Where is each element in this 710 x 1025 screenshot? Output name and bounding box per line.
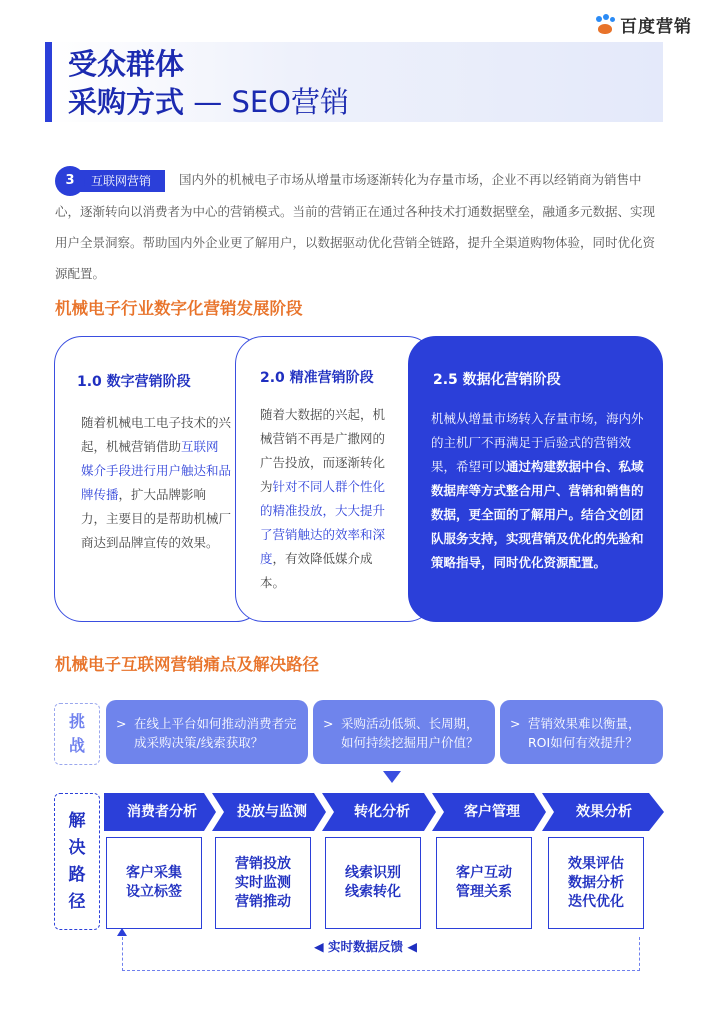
intro-text: 国内外的机械电子市场从增量市场逐渐转化为存量市场，企业不再以经销商为销售中心，逐渐转向以消费者为中心的营销模式。当前的营销正在通过各种技术打通数据壁垒，融通多元数据、实现用户全景洞察。帮助国内外企业更了解用户，以数据驱动优化营销全链路，提升全渠道购物体验，同时优化资源配置。 <box>55 172 656 281</box>
solution-label: 解 决 路 径 <box>54 793 100 930</box>
left-triangle-icon: ◀ <box>314 939 324 954</box>
challenge-item: > 在线上平台如何推动消费者完成采购决策/线索获取？ <box>106 700 308 764</box>
baidu-paw-icon <box>594 14 616 36</box>
stages-section-title: 机械电子行业数字化营销发展阶段 <box>55 299 303 318</box>
chevron-right-icon: > <box>323 716 334 731</box>
flow-step: 客户管理 <box>464 804 520 820</box>
stage-card-1 <box>54 336 264 622</box>
left-triangle-icon: ◀ <box>407 939 417 954</box>
challenge-label: 挑 战 <box>54 703 100 765</box>
solution-box: 营销投放 实时监测 营销推动 <box>215 837 311 929</box>
section-tag: 互联网营销 <box>75 170 165 192</box>
stage-text: 随着机械电工电子技术的兴起，机械营销借助互联网媒介手段进行用户触达和品牌传播，扩大品牌影响力，主要目的是帮助机械厂商达到品牌宣传的效果。 <box>81 415 232 550</box>
baidu-marketing-logo <box>594 12 692 37</box>
flow-step: 消费者分析 <box>127 804 197 820</box>
page-title-main: 采购方式 <box>68 85 185 119</box>
chevron-right-icon: > <box>116 716 127 731</box>
header-accent-bar <box>45 42 52 122</box>
solution-box: 效果评估 数据分析 迭代优化 <box>548 837 644 929</box>
flow-step: 转化分析 <box>354 804 410 820</box>
solution-box: 客户互动 管理关系 <box>436 837 532 929</box>
down-arrow-icon <box>383 771 401 783</box>
intro-paragraph <box>55 164 663 289</box>
challenge-item: > 采购活动低频、长周期，如何持续挖掘用户价值？ <box>313 700 495 764</box>
solution-flow-bar <box>104 793 664 831</box>
flow-step: 投放与监测 <box>237 804 307 820</box>
section-number-badge: 3 <box>55 166 85 196</box>
stage-title: 1.0 数字营销阶段 <box>77 374 191 390</box>
stage-title: 2.5 数据化营销阶段 <box>433 372 561 388</box>
chevron-right-icon: > <box>510 716 521 731</box>
flow-step: 效果分析 <box>576 804 632 820</box>
solution-box: 线索识别 线索转化 <box>325 837 421 929</box>
stage-title: 2.0 精准营销阶段 <box>260 370 374 386</box>
logo-text: 百度营销 <box>620 17 692 37</box>
stage-text: 随着大数据的兴起，机械营销不再是广撒网的广告投放，而逐渐转化为针对不同人群个性化的精准投放，大大提升了营销触达的效率和深度，有效降低媒介成本。 <box>260 407 386 590</box>
stage-card-3 <box>408 336 663 622</box>
page-title-line2 <box>68 84 349 120</box>
stage-card-2 <box>235 336 435 622</box>
feedback-label: ◀ 实时数据反馈 ◀ <box>310 937 421 955</box>
stage-text: 机械从增量市场转入存量市场，海内外的主机厂不再满足于后验式的营销效果，希望可以通过构建数据中台、私域数据库等方式整合用户、营销和销售的数据，更全面的了解用户。结合文创团队服务支持，实现营销及优化的先验和策略指导，同时优化资源配置。 <box>431 411 644 570</box>
pain-section-title: 机械电子互联网营销痛点及解决路径 <box>55 655 319 674</box>
challenge-item: > 营销效果难以衡量，ROI如何有效提升？ <box>500 700 663 764</box>
up-arrow-icon <box>117 928 127 936</box>
page-title-line1: 受众群体 <box>68 47 185 81</box>
solution-box: 客户采集 设立标签 <box>106 837 202 929</box>
page-title-sub: — SEO营销 <box>184 85 350 119</box>
